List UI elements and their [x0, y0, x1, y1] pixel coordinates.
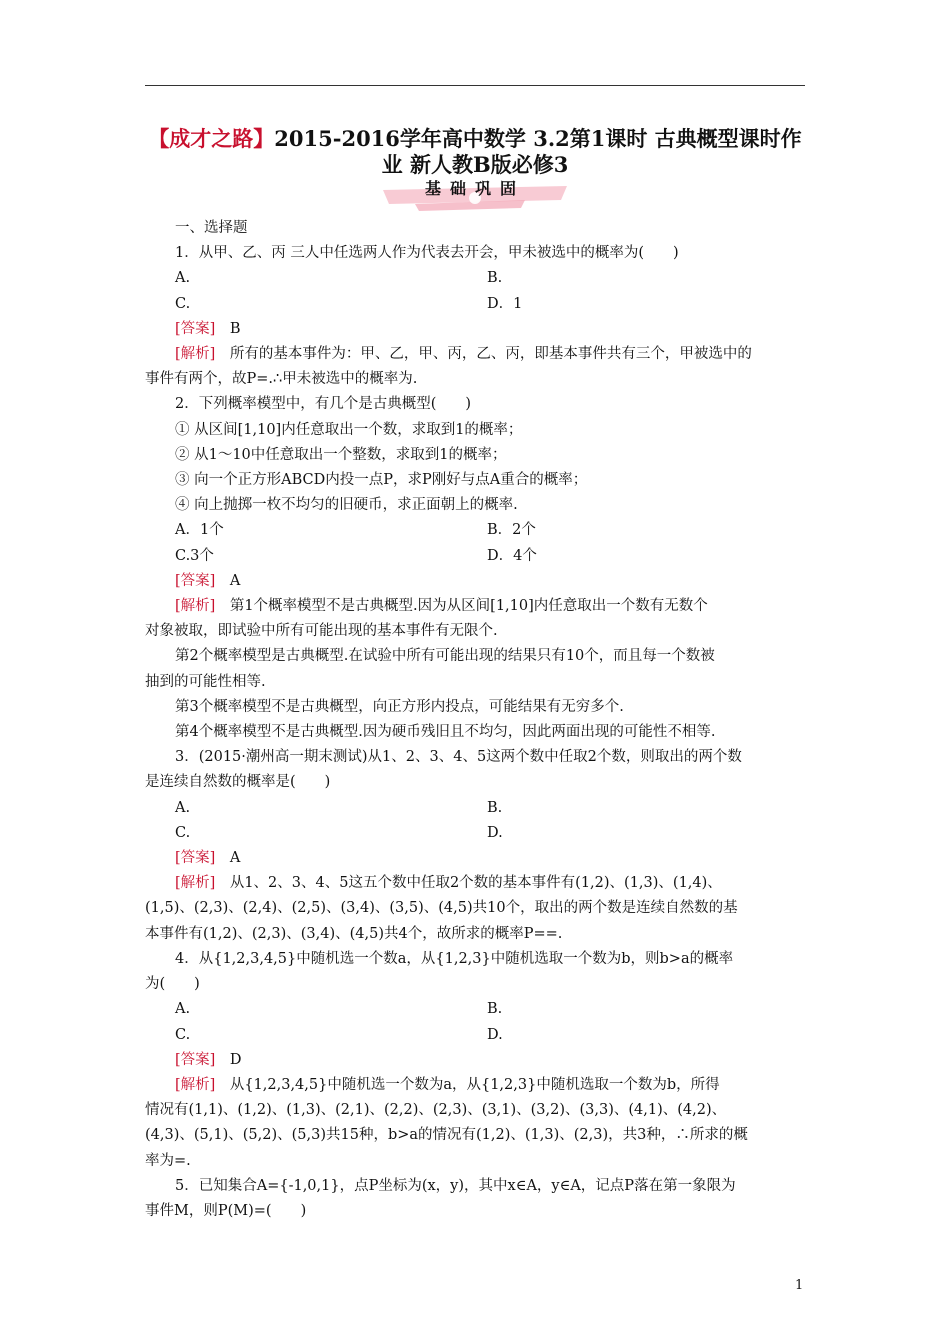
q4-stem-line2: 为( ) — [145, 976, 200, 993]
q3-option-d: D. — [487, 824, 503, 841]
section-banner — [375, 178, 575, 212]
q4-answer: [答案] D — [175, 1051, 242, 1068]
q2-answer: [答案] A — [175, 572, 241, 589]
answer-label: [答案] — [175, 850, 216, 867]
page-number: 1 — [795, 1278, 804, 1293]
title-line1: 2015-2016学年高中数学 3.2第1课时 古典概型课时作 — [274, 126, 802, 151]
analysis-label: [解析] — [175, 598, 216, 615]
q4-analysis-line2: 情况有(1,1)、(1,2)、(1,3)、(2,1)、(2,2)、(2,3)、(3,1)、(3,2)、(3,3)、(4,1)、(4,2)、 — [145, 1102, 727, 1119]
q1-answer: [答案] B — [175, 320, 241, 337]
q4-analysis: [解析] 从{1,2,3,4,5}中随机选一个数为a，从{1,2,3}中随机选取一个数为b，所得 — [175, 1076, 720, 1093]
q2-option-d: D．4个 — [487, 547, 537, 564]
q1-options-row2 — [145, 292, 807, 317]
q4-options-row2 — [145, 1023, 807, 1048]
answer-label: [答案] — [175, 320, 216, 337]
q1-analysis-line2: 事件有两个，故P=.∴甲未被选中的概率为. — [145, 371, 418, 388]
q2-item-1: ① 从区间[1,10]内任意取出一个数，求取到1的概率； — [175, 421, 523, 438]
answer-label: [答案] — [175, 1051, 216, 1068]
q3-options-row1 — [145, 796, 807, 821]
q2-analysis-line5: 第3个概率模型不是古典概型，向正方形内投点，可能结果有无穷多个. — [175, 698, 624, 715]
q2-option-c: C.3个 — [175, 547, 214, 564]
document-body — [145, 216, 807, 1224]
q2-options-row1 — [145, 518, 807, 543]
q3-stem-line2: 是连续自然数的概率是( ) — [145, 774, 331, 791]
analysis-label: [解析] — [175, 346, 216, 363]
answer-label: [答案] — [175, 572, 216, 589]
q1-stem: 1．从甲、乙、丙 三人中任选两人作为代表去开会，甲未被选中的概率为( ) — [175, 245, 679, 262]
q3-option-b: B. — [487, 799, 503, 816]
q2-analysis-line2: 对象被取，即试验中所有可能出现的基本事件有无限个. — [145, 623, 498, 640]
q1-analysis: [解析] 所有的基本事件为：甲、乙，甲、丙，乙、丙，即基本事件共有三个，甲被选中的 — [175, 346, 752, 363]
q1-options-row1 — [145, 266, 807, 291]
analysis-label: [解析] — [175, 1076, 216, 1093]
q1-option-d: D．1 — [487, 295, 523, 312]
section-title: 基础巩固 — [424, 179, 525, 198]
q3-options-row2 — [145, 821, 807, 846]
q4-option-d: D. — [487, 1026, 503, 1043]
q2-item-2: ② 从1～10中任意取出一个整数，求取到1的概率； — [175, 446, 507, 463]
q4-options-row1 — [145, 997, 807, 1022]
q3-option-a: A. — [175, 799, 191, 816]
title-line2: 业 新人教B版必修3 — [381, 152, 569, 177]
q4-option-a: A. — [175, 1001, 191, 1018]
header-rule — [145, 85, 805, 86]
q4-stem: 4．从{1,2,3,4,5}中随机选一个数a，从{1,2,3}中随机选取一个数为b，则b>a的概率 — [175, 950, 734, 967]
q1-option-c: C. — [175, 295, 191, 312]
q4-analysis-line3: (4,3)、(5,1)、(5,2)、(5,3)共15种，b>a的情况有(1,2)、(1,3)、(2,3)，共3种，∴所求的概 — [145, 1127, 748, 1144]
q5-stem: 5．已知集合A={-1,0,1}，点P坐标为(x，y)，其中x∈A，y∈A，记点P落在第一象限为 — [175, 1177, 736, 1194]
q4-option-c: C. — [175, 1026, 191, 1043]
q2-analysis-line4: 抽到的可能性相等. — [145, 673, 266, 690]
q5-stem-line2: 事件M，则P(M)=( ) — [145, 1202, 307, 1219]
q2-item-3: ③ 向一个正方形ABCD内投一点P，求P刚好与点A重合的概率； — [175, 472, 588, 489]
document-title — [120, 126, 830, 178]
q2-option-a: A．1个 — [175, 522, 224, 539]
q3-analysis: [解析] 从1、2、3、4、5这五个数中任取2个数的基本事件有(1,2)、(1,3)、(1,4)、 — [175, 875, 722, 892]
q3-analysis-line2: (1,5)、(2,3)、(2,4)、(2,5)、(3,4)、(3,5)、(4,5)共10个，取出的两个数是连续自然数的基 — [145, 900, 738, 917]
q3-stem: 3．(2015·潮州高一期末测试)从1、2、3、4、5这两个数中任取2个数，则取出的两个数 — [175, 749, 742, 766]
q4-option-b: B. — [487, 1001, 503, 1018]
analysis-label: [解析] — [175, 875, 216, 892]
q2-analysis: [解析] 第1个概率模型不是古典概型.因为从区间[1,10]内任意取出一个数有无数个 — [175, 598, 708, 615]
title-brand: 【成才之路】 — [148, 126, 275, 151]
q4-analysis-line4: 率为=. — [145, 1152, 191, 1169]
q2-stem: 2．下列概率模型中，有几个是古典概型( ) — [175, 396, 472, 413]
q2-analysis-line3: 第2个概率模型是古典概型.在试验中所有可能出现的结果只有10个，而且每一个数被 — [175, 648, 715, 665]
q3-analysis-line3: 本事件有(1,2)、(2,3)、(3,4)、(4,5)共4个，故所求的概率P==. — [145, 925, 563, 942]
q2-analysis-line6: 第4个概率模型不是古典概型.因为硬币残旧且不均匀，因此两面出现的可能性不相等. — [175, 724, 716, 741]
part-heading: 一、选择题 — [175, 220, 248, 236]
q3-option-c: C. — [175, 824, 191, 841]
q3-answer: [答案] A — [175, 850, 241, 867]
q1-option-a: A. — [175, 270, 191, 287]
q2-item-4: ④ 向上抛掷一枚不均匀的旧硬币，求正面朝上的概率. — [175, 497, 518, 514]
q2-option-b: B．2个 — [487, 522, 536, 539]
q1-option-b: B. — [487, 270, 503, 287]
q2-options-row2 — [145, 544, 807, 569]
